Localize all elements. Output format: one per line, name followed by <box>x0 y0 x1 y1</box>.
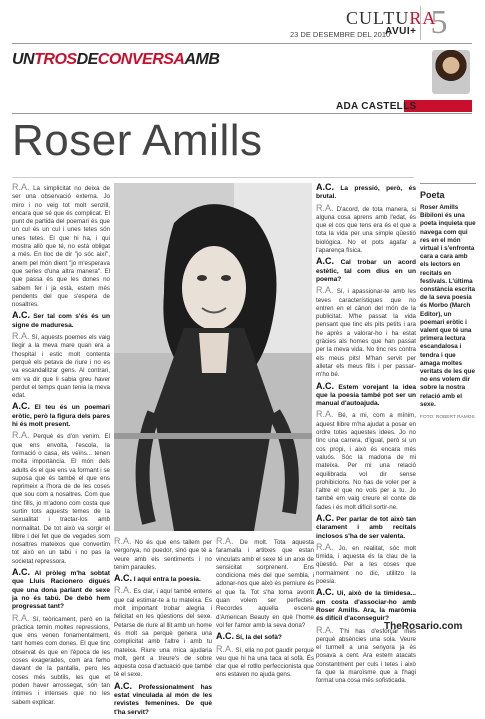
sidebar-box <box>420 183 476 420</box>
answer-text: Sí, ella no pot gaudir perquè veu que hi ha una taca al sofà. És clar que el rotllo perfeccionista que ens estaven no ajuda gens. <box>216 646 314 679</box>
answer-text: Jo, en realitat, sóc molt tímida, i aquesta és la clau de la qüestió. Per a les coses que normalment no dic, utilitzo la poesia. <box>316 544 416 586</box>
question-text: Ser tal com s'és és un signe de maduresa. <box>12 313 110 329</box>
top-rule <box>12 43 472 44</box>
answer-text: Perquè és d'on venim. El que ens envolta, l'escola, la formació o casa, els veïns... tenen molta importància. El món dels adults és el que ens va formant i se suposa que és també el que ens reprimeix a l'hora de de les coses que sou com a nosaltres. Com que tinc fills, jo m'adono com costa que surtin tots aquests temes de la sexualitat i tractar-los amb normalitat. De tot això va sorgir el llibre i del fet que de vegades som nosaltres mateixos que convertim tot això en un tabú i no pas la societat repressora. <box>12 433 110 565</box>
paragraph <box>316 543 416 586</box>
answer-text: T'hi has d'esforçar més perquè absències una sola. Veure el turmell a una senyora ja és posava a cent. Ara estem atacats constantment per culs i tetes i això fa que la maroïsme que a l'hagi format una cosa més sofisticada. <box>316 627 416 685</box>
paragraph <box>216 645 314 680</box>
paragraph <box>12 568 110 611</box>
paragraph <box>114 682 212 717</box>
paragraph <box>316 514 416 541</box>
interviewer-label: A.C. <box>114 680 132 691</box>
question-text: I aquí entra la poesia. <box>133 576 201 584</box>
question-text: Per parlar de tot això tan clarament i amb recitals inclosos s'ha de ser valenta. <box>316 515 416 540</box>
text-column-2 <box>114 537 212 719</box>
interviewee-label: R.A. <box>316 541 334 552</box>
sidebar-text: Roser Amills Bibiloni és una poeta inquieta que navega com qui res en el món virtual i s'enfronta cara a cara amb els lectors en recitals en festivals. L'última constància escrita de la seva poesia és Morbo (March Editor), un poemari eròtic i valent que té una primera lectura escandalosa i tendra i que amaga moltes veritats de les que no ens volem dir sobre la nostra relació amb el sexe. <box>420 204 476 408</box>
paragraph <box>316 588 416 623</box>
paragraph <box>114 537 212 572</box>
author-photo <box>432 50 470 94</box>
paragraph <box>12 311 110 330</box>
paragraph <box>12 183 110 309</box>
paragraph <box>12 332 110 400</box>
answer-text: No és que ens tallem per vergonya, no puedor, sinó que té a veure amb els sentiments i no tenim paraules. <box>114 539 212 571</box>
interviewer-label: A.C. <box>316 587 334 598</box>
answer-text: De molt. Tota aquesta faramalla i artitxes que estan vinculats amb el sexe té un arxe de sensicitat sorprenent. Ens condiciona més del que sembla, i adonar-nos que això és perniure és el que fa. Tot s'ha torna avorrit quan volem ser perfectes. Recordes aquella escena d'American Beauty en què l'home vol fer l'amor amb la seva dona? <box>216 539 314 629</box>
answer-text: La simplicitat no deixa de ser una observació externa. Jo miro i no veig tot molt senzill, encara que sé que és complicat. El punt de partida del poemari és que un cul és un cul i unes tetes són unes tetes. El que hi ha, i qui mostra allò que té, no està obligat a més. En lloc de dir "jo sóc així", anem pel món dient "jo m'esperava que series d'una altra manera". El que passa és que les dones no sabem fer i ja està, estem més pendents del que s'espera de nosaltres. <box>12 185 110 309</box>
series-title: UNTROSDECONVERSAAMB <box>12 51 220 68</box>
photo-credit: FOTO: ROBERT RAMOS <box>420 415 475 421</box>
paragraph <box>316 204 416 256</box>
interviewee-label: R.A. <box>316 285 334 296</box>
question-text: Al pròleg m'ha sobtat que Lluís Racionero digués que una dona parlant de sexe ja no és tabú. De debò hem progressat tant? <box>12 570 110 611</box>
interviewer-label: A.C. <box>316 256 334 267</box>
text-column-1 <box>12 183 110 709</box>
question-text: Estem vorejant la idea que la poesia també pot ser un manual d'autoajuda. <box>316 383 416 408</box>
interviewer-label: A.C. <box>316 182 334 192</box>
interviewer-label: A.C. <box>114 573 132 584</box>
question-text: El teu és un poemari eròtic, però la figura dels pares hi és molt present. <box>12 404 110 429</box>
answer-text: Sí, teòricament, però en la pràctica temin moltes repressions, que ens venen fonamentalment, tant homes com dones. El que tinc observat és que en l'època de les coses exagerades, com ara ferho davant de la pantalla, pero les coses més subtils, les que et poden haver arrossegat, són tan íntimes i intenses que no les sabem explicar. <box>12 615 110 706</box>
interviewee-label: R.A. <box>114 536 132 546</box>
interviewee-label: R.A. <box>12 430 30 441</box>
header-rule <box>12 113 472 114</box>
text-column-3 <box>216 537 314 682</box>
page-number: 5 <box>420 6 457 40</box>
interviewer-label: A.C. <box>316 380 334 391</box>
text-column-4 <box>316 183 416 688</box>
portrait-photo <box>114 183 312 531</box>
interviewer-label: A.C. <box>12 401 30 412</box>
interviewer-label: A.C. <box>12 567 30 578</box>
article-title: Roser Amills <box>12 116 263 165</box>
title-rule <box>12 177 414 178</box>
interviewee-label: R.A. <box>12 331 30 342</box>
answer-text: Sí, i apassionar-te amb les teves característiques que no entren en el cànon del món de la publicitat. M'he passat la vida pensant que tinc els pits petits i ara he après a valorar-ho i ha estat gràcies als homes que han passat per la meva vida. No tinc res contra els meus pits! M'han servit per alletar els meus fills i per passar-m'ho bé. <box>316 288 416 379</box>
paragraph <box>12 431 110 566</box>
paragraph <box>114 574 212 584</box>
interviewer-label: A.C. <box>12 310 30 321</box>
answer-text: Es clar, i aquí també entens que cal estimar-te a tu mateixa. Es molt important trobar alegria i felicitat en les qüestions del sexe. Petarse de riure al llit amb un home és molt sa perquè genera una complicitat amb l'altre i amb tu mateixa. Riure una mica ajudaria molt, gent a treure's de sobre aquesta cosa d'actuació que també té el sexe. <box>114 588 212 679</box>
question-text: Cal trobar un acord estètic, tal com dius en un poema? <box>316 259 416 283</box>
interviewee-label: R.A. <box>12 182 30 192</box>
author-name: ADA CASTELLS <box>336 101 417 112</box>
interviewee-label: R.A. <box>12 612 30 623</box>
interviewer-label: A.C. <box>216 631 234 642</box>
paragraph <box>316 410 416 512</box>
paragraph <box>216 632 314 642</box>
paragraph <box>12 614 110 707</box>
answer-text: Sí, aquests poemes els vaig llegir a la meva mare quan era a l'hospital i estic molt contenta perquè els petava de riure i no es va escandalitzar gens. Al contrari, em va dir que li sabia greu haver perdut el temps quan tenia la meva edat. <box>12 334 110 400</box>
watermark: TheRosario.com <box>384 621 463 632</box>
answer-text: D'acord, de tota manera, si alguna cosa aprens amb l'edat, és que el cos que tens era és el que a tota la vida per una simple qüestió biològica. No et pots agafar a l'aparença física. <box>316 205 416 255</box>
answer-text: Bé, a mi, com a mínim, aquest llibre m'ha ajudat a posar en ordre totes aquestes idees. Jo no tinc una carrera, d'igual, però sí un cos propi, i això és encara més valuós. Sóc la madona de mi mateixa. Per mi una relació equilibrada vol dir sense prohibicions. No has de voler per a l'altre el que no vols per a tu. Jo també em vaig creure el conte de fades i és molt difícil sortir-ne. <box>316 412 416 511</box>
brand-logo: AVUI+ <box>385 26 417 37</box>
interviewee-label: R.A. <box>114 585 132 596</box>
paragraph <box>216 537 314 630</box>
paragraph <box>12 402 110 429</box>
interviewee-label: R.A. <box>216 643 234 654</box>
question-text: Sí, la del sofà? <box>235 634 282 642</box>
interviewee-label: R.A. <box>216 536 234 546</box>
paragraph <box>316 286 416 379</box>
interviewee-label: R.A. <box>316 624 334 635</box>
sidebar-title: Poeta <box>420 190 445 200</box>
paragraph <box>316 382 416 409</box>
paragraph <box>114 586 212 679</box>
interviewer-label: A.C. <box>316 512 334 523</box>
paragraph <box>316 183 416 202</box>
paragraph <box>316 257 416 284</box>
question-text: Ui, això de la timidesa... em costa d'associar-ho amb Roser Amills. Ara, la maròmia és difícil d'aconseguir? <box>316 590 416 623</box>
interviewee-label: R.A. <box>316 409 334 420</box>
section-header: CULTURA <box>346 8 437 28</box>
question-text: La pressió, però, és brutal. <box>316 185 416 201</box>
paragraph <box>316 626 416 686</box>
portrait-image <box>114 183 312 531</box>
issue-date: 23 DE DESEMBRE DEL 2010 <box>290 30 391 39</box>
question-text: Professionalment has estat vinculada al món de les revistes femenines. De què t'ha servit? <box>114 683 212 716</box>
interviewee-label: R.A. <box>316 202 334 213</box>
